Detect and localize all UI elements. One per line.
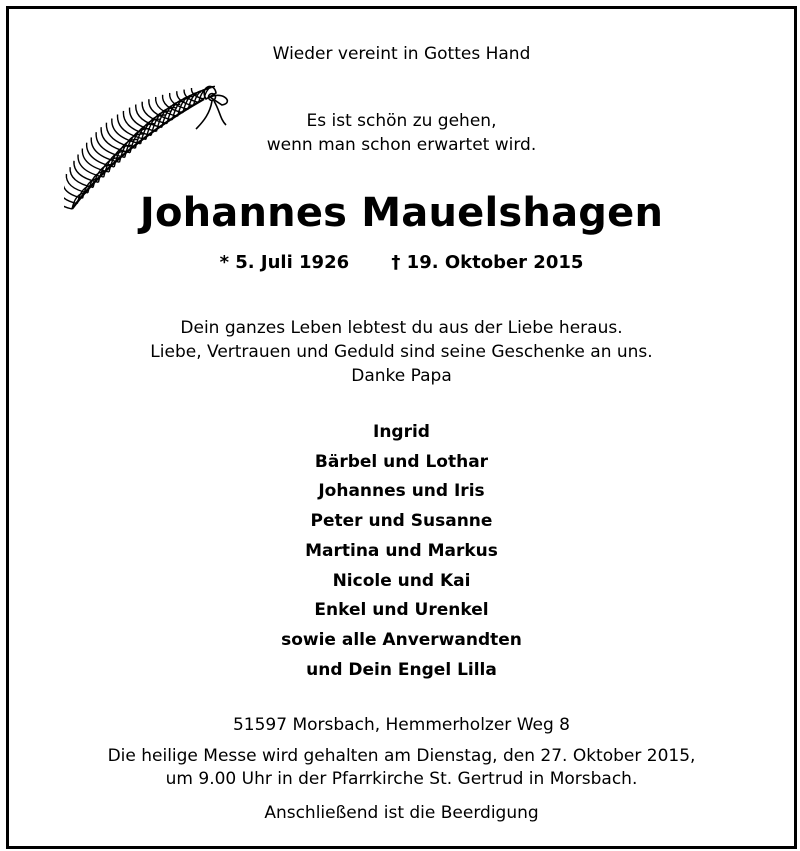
mourner-entry: Peter und Susanne <box>310 511 493 532</box>
deceased-name: Johannes Mauelshagen <box>139 190 664 236</box>
mourner-entry: Martina und Markus <box>305 540 498 561</box>
mass-info-line: um 9.00 Uhr in der Pfarrkirche St. Gertrud in Morsbach. <box>165 769 638 789</box>
verse-line: Liebe, Vertrauen und Geduld sind seine Geschenke an uns. <box>150 342 653 362</box>
quote <box>209 109 594 157</box>
verse-line: Dein ganzes Leben lebtest du aus der Liebe heraus. <box>180 318 623 338</box>
mourner-entry: Johannes und Iris <box>318 481 485 502</box>
quote-line: wenn man schon erwartet wird. <box>266 135 537 155</box>
mass-info-line: Die heilige Messe wird gehalten am Dienstag, den 27. Oktober 2015, <box>107 746 696 766</box>
life-dates <box>9 252 794 273</box>
mass-info <box>9 745 794 791</box>
motto-line: Wieder vereint in Gottes Hand <box>272 44 531 64</box>
mourners-list <box>9 418 794 685</box>
birth-date: * 5. Juli 1926 <box>219 252 350 273</box>
mourner-entry: Ingrid <box>373 422 430 442</box>
death-date: † 19. Oktober 2015 <box>391 252 584 273</box>
obituary-notice <box>6 6 797 849</box>
mourner-entry: Nicole und Kai <box>332 570 471 591</box>
mourner-entry: und Dein Engel Lilla <box>306 659 497 680</box>
quote-line: Es ist schön zu gehen, <box>306 111 497 131</box>
mourner-entry: Bärbel und Lothar <box>314 451 489 472</box>
verse-line: Danke Papa <box>351 366 452 386</box>
burial-info: Anschließend ist die Beerdigung <box>264 803 539 823</box>
address: 51597 Morsbach, Hemmerholzer Weg 8 <box>232 715 570 735</box>
mourner-entry: Enkel und Urenkel <box>314 600 489 621</box>
verse <box>9 316 794 388</box>
mourner-entry: sowie alle Anverwandten <box>281 629 522 650</box>
